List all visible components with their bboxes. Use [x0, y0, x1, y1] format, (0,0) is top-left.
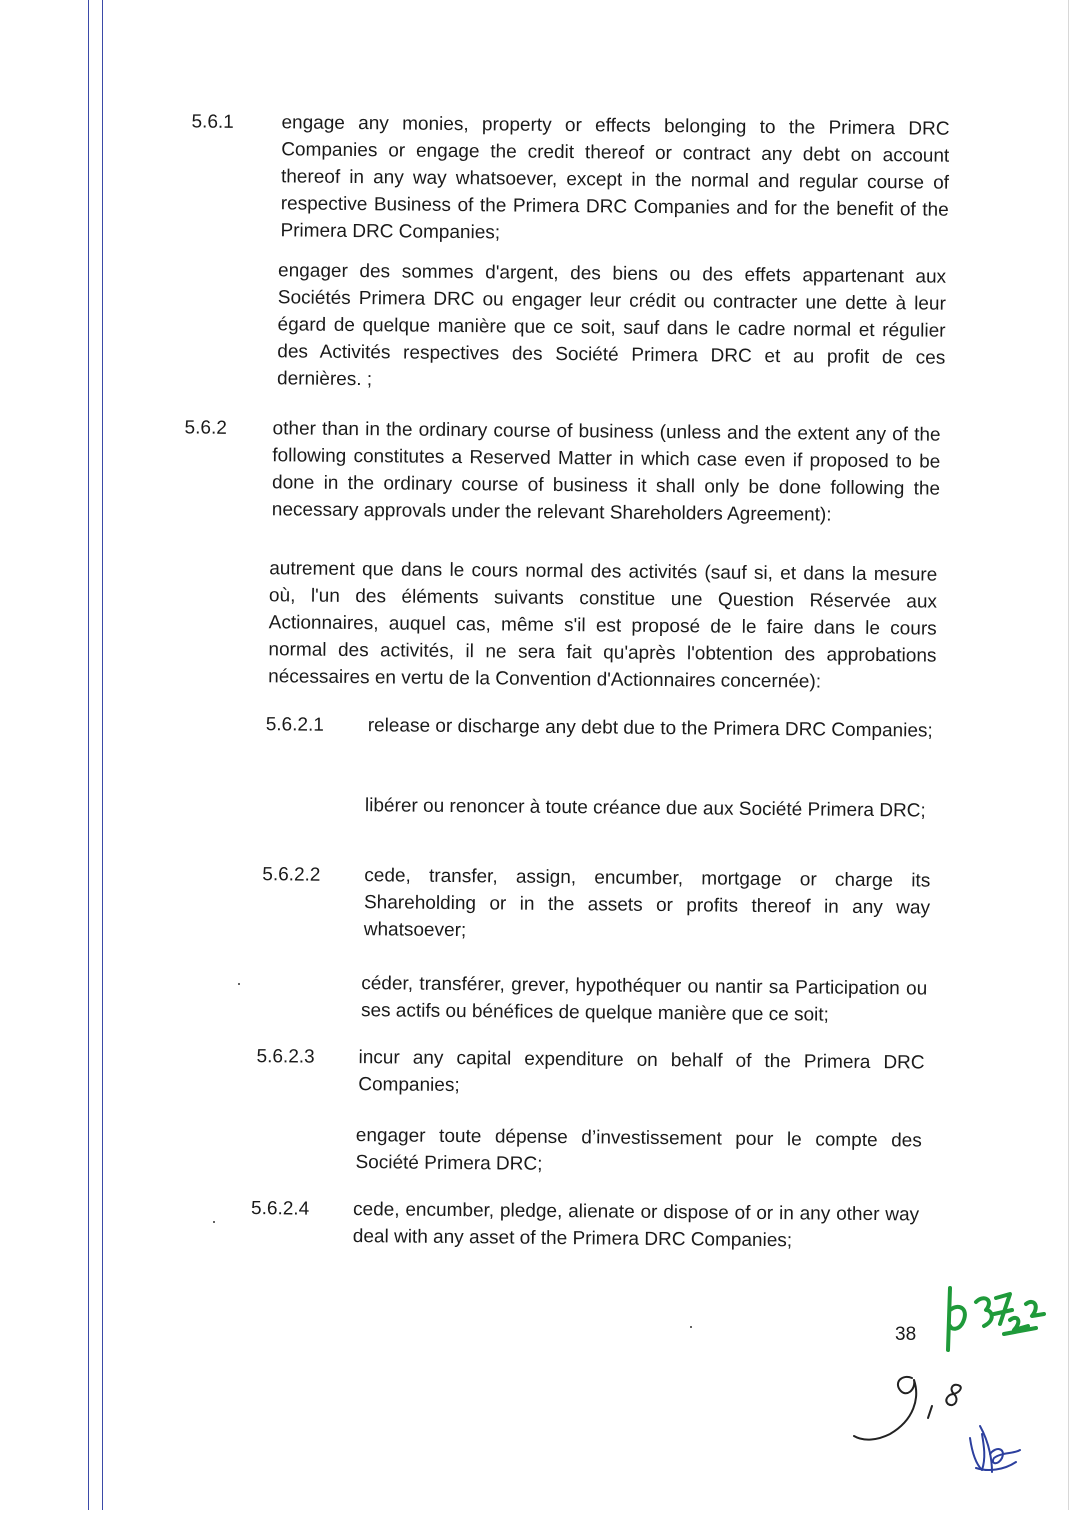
- subclause-text-en: cede, transfer, assign, encumber, mortgage or charge its Shareholding or in the assets or profits thereof in any way whatsoever;: [363, 865, 931, 942]
- page-number: 38: [895, 1324, 917, 1345]
- scan-speck: [213, 1221, 215, 1223]
- subclause-text-en: cede, encumber, pledge, alienate or dispose of or in any other way deal with any asset of the Primera DRC Companies;: [352, 1199, 920, 1252]
- clause-text-fr: engager des sommes d'argent, des biens ou des effets appartenant aux Sociétés Primera DRC ou engager leur crédit ou contracter une dette à leur égard de quelque manière que ce soit, sauf dans le cadre normal et régulier des Activités respectives des Société Primera DRC et au profit de ces dernières. ;: [276, 260, 947, 391]
- clause-text-en: other than in the ordinary course of business (unless and the extent any of the following constitutes a Reserved Matter in which case even if proposed to be done in the ordinary course of business it shall only be done following the necessary approvals under the relevant Shareholders Agreement):: [271, 418, 941, 526]
- blue-initials-signature: [962, 1418, 1026, 1480]
- subclause-text-en: release or discharge any debt due to the Primera DRC Companies;: [367, 715, 933, 742]
- subclause-text-en: incur any capital expenditure on behalf of the Primera DRC Companies;: [358, 1047, 925, 1097]
- subclause-5-6-2-4: [251, 1195, 921, 1252]
- subclause-number: 5.6.2.1: [265, 714, 324, 736]
- subclause-number: 5.6.2.3: [256, 1046, 315, 1068]
- subclause-number: 5.6.2.4: [251, 1198, 310, 1220]
- subclause-5-6-2-3: [256, 1043, 927, 1175]
- clause-5-6-1: [191, 108, 952, 391]
- clause-number: 5.6.2: [184, 417, 227, 439]
- subclause-text-fr: engager toute dépense d’investissement pour le compte des Société Primera DRC;: [355, 1125, 922, 1175]
- subclause-text-fr: céder, transférer, grever, hypothéquer ou nantir sa Participation ou ses actifs ou bénéfices de quelque manière que ce soit;: [360, 973, 928, 1026]
- clause-number: 5.6.1: [191, 111, 234, 133]
- green-initials-signature: [940, 1280, 1050, 1360]
- clause-text-en: engage any monies, property or effects belonging to the Primera DRC Companies or engage the credit thereof or contract any debt on account thereof in any way whatsoever, except in the normal and regular course of respective Business of the Primera DRC Companies and for the benefit of the Primera DRC Companies;: [280, 112, 950, 244]
- scan-speck: [690, 1326, 692, 1328]
- subclause-text-fr: libérer ou renoncer à toute créance due aux Société Primera DRC;: [364, 795, 926, 822]
- subclause-5-6-2-2: [262, 861, 932, 1026]
- scan-speck: [238, 983, 240, 985]
- clause-5-6-2: [184, 414, 945, 693]
- black-handwritten-signature: [850, 1368, 980, 1448]
- clause-text-fr: autrement que dans le cours normal des activités (sauf si, et dans la mesure où, l'un des éléments suivants constitue une Question Réservée aux Actionnaires, auquel cas, même s'il est proposé de le faire dans le cours normal des activités, il ne sera fait qu'après l'obtention des approbations nécessaires en vertu de la Convention d'Actionnaires concernée):: [268, 558, 938, 693]
- subclause-number: 5.6.2.2: [262, 864, 321, 886]
- subclause-5-6-2-1: [265, 711, 936, 822]
